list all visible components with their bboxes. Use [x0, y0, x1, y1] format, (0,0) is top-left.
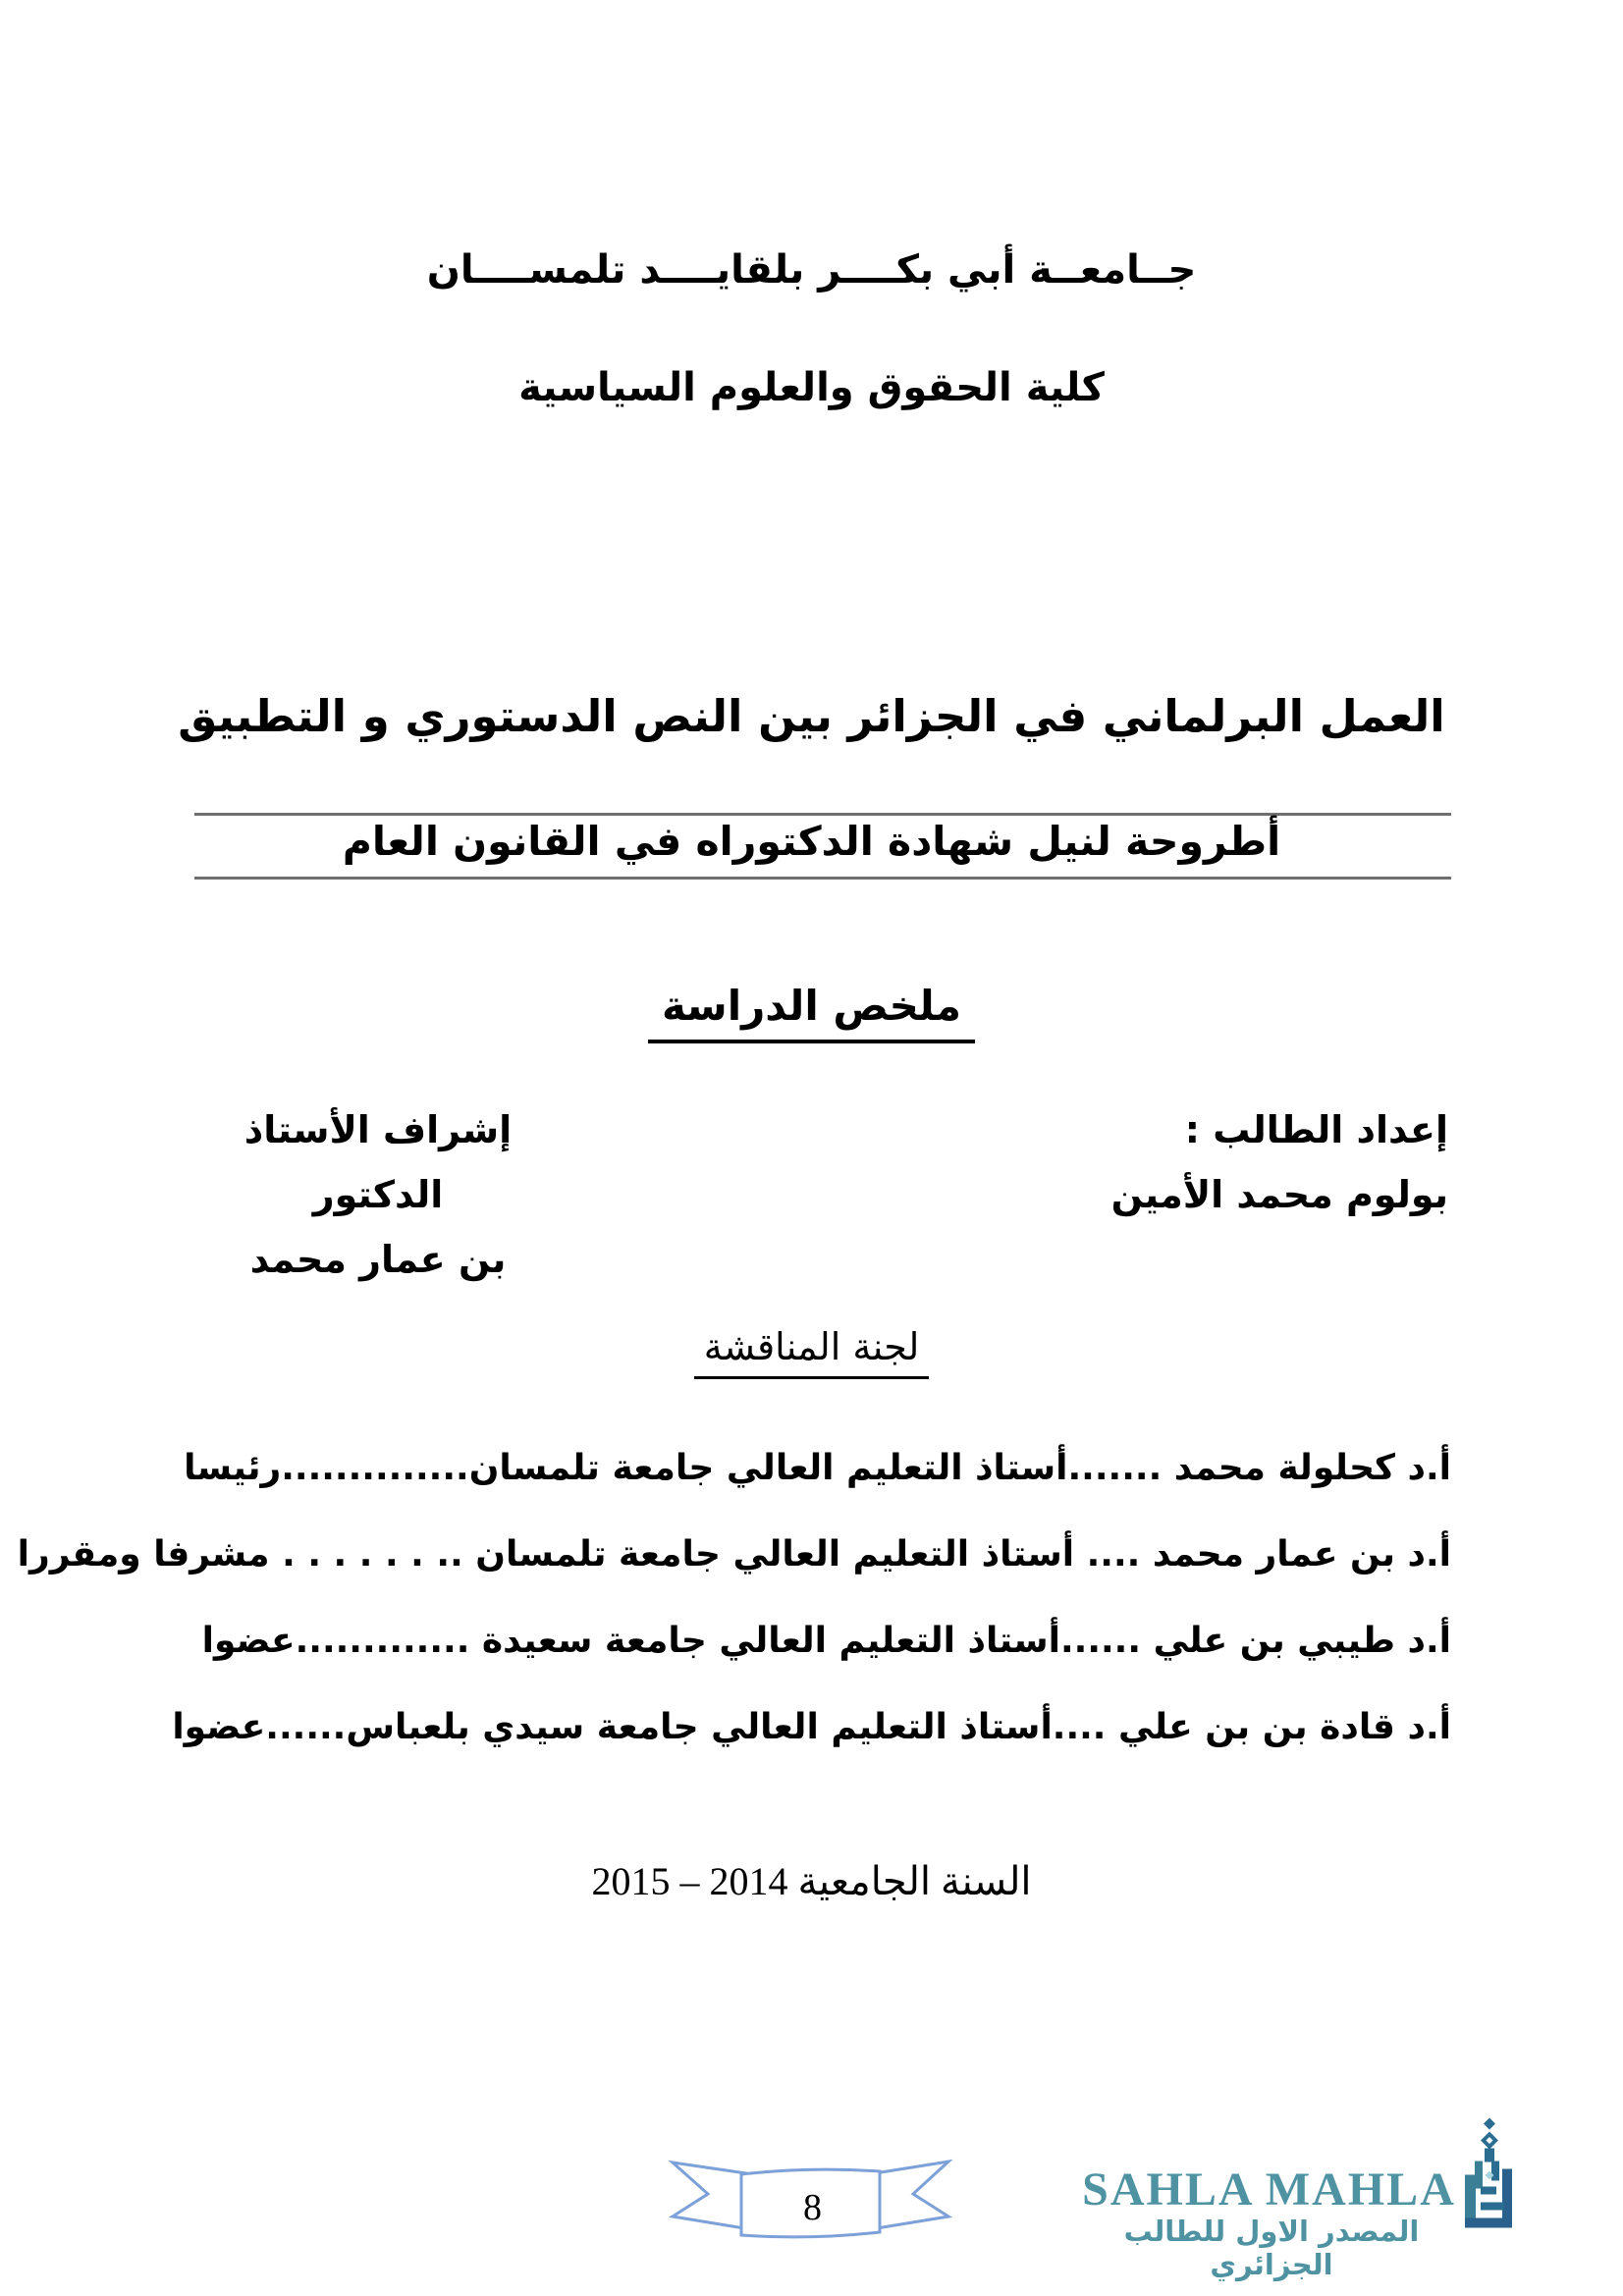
page-number: 8 [803, 2187, 822, 2228]
faculty-name: كلية الحقوق والعلوم السياسية [518, 365, 1105, 410]
committee-member: أ.د قادة بن بن علي ....أستاذ التعليم العالي جامعة سيدي بلعباس......عضوا [172, 1707, 1451, 1747]
university-name: جــامعــة أبي بكــــر بلقايــــد تلمســــان [426, 247, 1197, 293]
academic-year: السنة الجامعية 2014 – 2015 [591, 1859, 1032, 1903]
summary-heading-text: ملخص الدراسة [648, 982, 975, 1043]
committee-member: أ.د طيبي بن علي ......أستاذ التعليم العالي جامعة سعيدة .............عضوا [201, 1621, 1451, 1661]
supervisor-name: بن عمار محمد [249, 1238, 507, 1281]
supervisor-block [196, 1097, 560, 1292]
supervisor-label: إشراف الأستاذ الدكتور [243, 1108, 513, 1216]
student-name: بولوم محمد الأمين [1110, 1173, 1448, 1216]
thesis-subtitle: أطروحة لنيل شهادة الدكتوراه في القانون العام [342, 818, 1281, 865]
committee-member: أ.د كحلولة محمد .......أستاذ التعليم العالي جامعة تلمسان..............رئيسا [184, 1448, 1451, 1488]
divider-top [194, 813, 1451, 816]
committee-heading-text: لجنة المناقشة [694, 1325, 930, 1379]
committee-member: أ.د بن عمار محمد .... أستاذ التعليم العالي جامعة تلمسان .. . . . . . . مشرفا ومقررا [17, 1534, 1451, 1575]
footer-logo-tagline: المصدر الاول للطالب الجزائري [1123, 2215, 1420, 2281]
divider-bottom [194, 877, 1451, 880]
committee-list [17, 1425, 1451, 1771]
student-block [1111, 1097, 1448, 1227]
kufic-calligraphy-logo-icon [1459, 2116, 1518, 2232]
thesis-title: العمل البرلماني في الجزائر بين النص الدستوري و التطبيق [178, 690, 1445, 742]
student-label: إعداد الطالب : [1184, 1108, 1448, 1151]
committee-heading [0, 1325, 1623, 1368]
summary-heading [0, 982, 1623, 1030]
footer-logo-brand: SAHLA MAHLA [1082, 2163, 1456, 2216]
